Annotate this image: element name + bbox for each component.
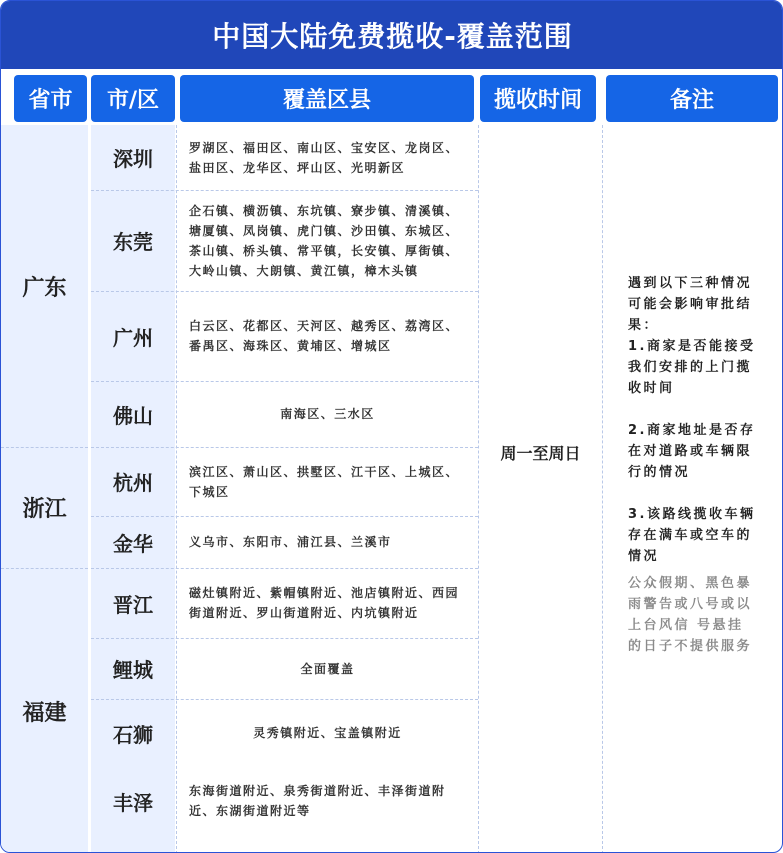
remarks-conditions: 遇到以下三种情况可能会影响审批结果： 1.商家是否能接受我们安排的上门揽收时间 2.商家地址是否存在对道路或车辆限行的情况 3.该路线揽收车辆存在满车或空车的情况 [628,276,756,564]
coverage-cell: 罗湖区、福田区、南山区、宝安区、龙岗区、盐田区、龙华区、坪山区、光明新区 [189,140,460,175]
coverage-cell: 磁灶镇附近、紫帽镇附近、池店镇附近、西园街道附近、罗山街道附近、内坑镇附近 [189,586,460,620]
coverage-cell: 全面覆盖 [300,661,355,676]
coverage-cell: 滨江区、萧山区、拱墅区、江干区、上城区、下城区 [189,464,460,499]
header-province: 省市 [14,75,87,122]
province-guangdong: 广东 [22,275,67,301]
city-cell: 晋江 [113,592,153,617]
coverage-cell: 东海街道附近、泉秀街道附近、丰泽街道附近、东湖街道附近等 [189,784,446,818]
coverage-cell: 义乌市、东阳市、浦江县、兰溪市 [189,535,392,549]
city-cell: 杭州 [113,471,153,495]
province-zhejiang: 浙江 [22,497,67,522]
city-cell: 金华 [113,531,153,556]
city-cell: 深圳 [113,147,153,171]
coverage-cell: 白云区、花都区、天河区、越秀区、荔湾区、番禺区、海珠区、黄埔区、增城区 [189,319,460,353]
city-cell: 丰泽 [113,790,153,815]
city-cell: 鲤城 [113,658,153,682]
header-remarks: 备注 [606,75,778,122]
header-pickup-time: 揽收时间 [480,75,596,122]
city-cell: 东莞 [113,230,153,254]
coverage-cell: 灵秀镇附近、宝盖镇附近 [253,726,402,740]
coverage-cell: 南海区、三水区 [280,407,375,421]
province-fujian: 福建 [22,700,67,726]
city-cell: 佛山 [113,403,153,428]
city-cell: 广州 [113,325,153,350]
pickup-time-cell: 周一至周日 [500,443,581,463]
city-cell: 石狮 [113,722,153,747]
remarks-exception: 公众假期、黑色暴雨警告或八号或以上台风信 号悬挂的日子不提供服务 [628,576,753,654]
page-title: 中国大陆免费揽收-覆盖范围 [1,1,783,69]
column-divider [602,125,603,853]
header-city: 市/区 [91,75,175,122]
coverage-cell: 企石镇、横沥镇、东坑镇、寮步镇、清溪镇、塘厦镇、凤岗镇、虎门镇、沙田镇、东城区、茶山镇、桥头镇、常平镇，长安镇、厚街镇、大岭山镇、大朗镇、黄江镇，樟木头镇 [189,203,460,278]
header-coverage: 覆盖区县 [180,75,474,122]
